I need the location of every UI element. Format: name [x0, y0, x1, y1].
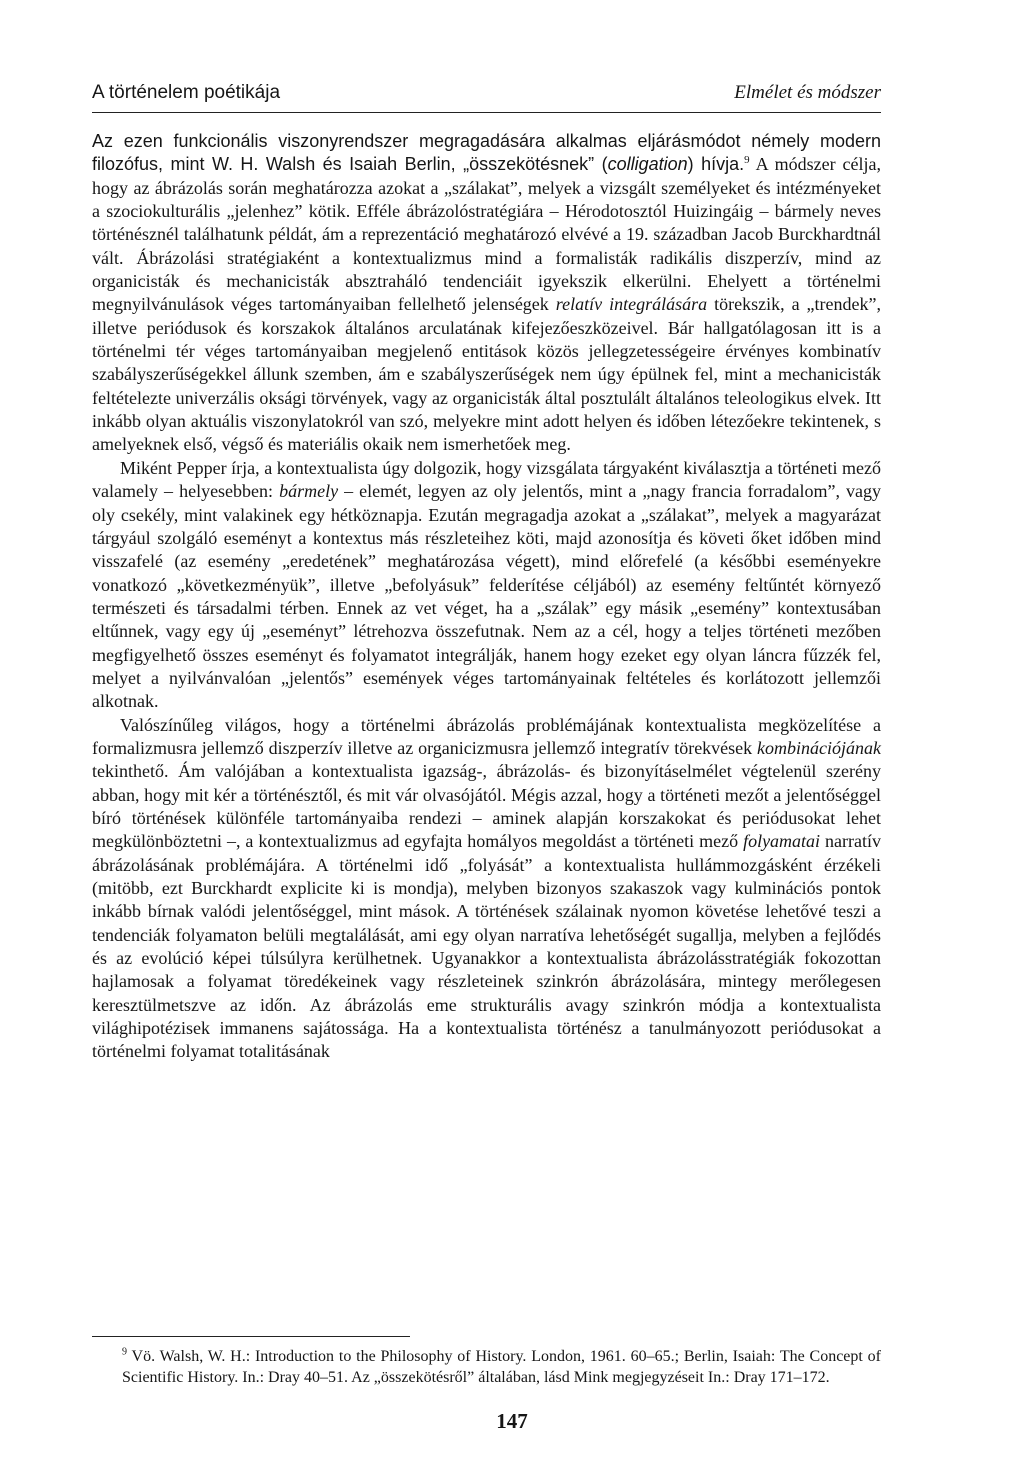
footnote-ref-9[interactable]: 9 — [744, 154, 750, 167]
term-colligation: colligation — [607, 154, 688, 175]
header-rule — [92, 112, 881, 113]
emphasis-kombinaciojanak: kombinációjának — [757, 737, 881, 758]
paragraph-1-intro: Az ezen funkcionális viszonyrendszer megragadására alkalmas eljárásmódot némely modern filozófus, mint W. H. Walsh és Isaiah Berlin, „összekötésnek” ( — [92, 131, 881, 175]
footnote-9 — [92, 1346, 881, 1388]
paragraph-3-text-b: tekinthető. Ám valójában a kontextualista igazság-, ábrázolás- és bizonyításelmélet végtelenül szerény abban, hogy mit kér a történésztől, és mit vár olvasójától. Mégis azzal, hogy a történeti mezőt a jelentőséggel bíró történések különféle tartományaiba rendezi – aminek alapján korszakokat és periódusokat lehet megkülönböztetni –, a kontextualizmus ad egyfajta homályos megoldást a történeti mező — [92, 761, 881, 852]
emphasis-barmely: bármely — [279, 481, 339, 502]
emphasis-folyamatai: folyamatai — [743, 831, 821, 852]
paragraph-1 — [92, 130, 881, 457]
paragraph-2-text-b: – elemét, legyen az oly jelentős, mint a „nagy francia forradalom”, vagy oly csekély, mint valakinek egy hétköznapja. Ezután megragadja azokat a „szálakat”, melyek a magyarázat tárgyául szolgáló eseményt a kontextus más részleteihez köti, majd azonosítja és követi őket időben mind visszafelé (az esemény „eredetének” meghatározása végett), mind előrefelé (a későbbi eseményekre vonatkozó „következményük”, illetve „befolyásuk” felderítése céljából) az esemény feltűntét környező természeti és társadalmi térben. Ennek az vet véget, ha a „szálak” egy másik „esemény” kontextusában eltűnnek, vagy egy új „eseményt” létrehozva összefutnak. Nem az a cél, hogy a teljes történeti mezőben megfigyelhető összes eseményt és folyamatot integrálják, hanem hogy ezeket egy olyan láncra fűzzék fel, melyet a nyilvánvalóan „jelentős” események véges tartományainak feltételes és korlátozott jellemzői alkotnak. — [92, 481, 881, 712]
page-number: 147 — [496, 1409, 528, 1433]
paragraph-3-text-c: narratív ábrázolásának problémájára. A történelmi idő „folyását” a kontextualista hullámmozgásként érzékeli (mitöbb, ezt Burckhardt explicite ki is mondja), melyben bizonyos szakaszok vagy kulminációs pontok inkább bírnak valódi jelentőséggel, mint mások. A történések szálainak nyomon követése lehetővé teszi a tendenciák folyamaton belüli megtalálását, ami egy olyan narratíva lehetőségét sugallja, melyben a fejlődés és az evolúció képei túlsúlyra kerülhetnek. Ugyanakkor a kontextualista ábrázolásstratégiák fokozottan hajlamosak a folyamat töredékeinek vagy részleteinek szinkrón ábrázolására, mintegy merőlegesen keresztülmetszve az időn. Az ábrázolás eme strukturális avagy szinkrón módja a kontextualista világhipotézisek immanens sajátossága. Ha a kontextualista történész a tanulmányozott periódusokat a történelmi folyamat totalitásának — [92, 831, 882, 1062]
footnote-mark: 9 — [122, 1346, 127, 1358]
paragraph-2 — [92, 457, 881, 714]
footnote-body: Vö. Walsh, W. H.: Introduction to the Philosophy of History. London, 1961. 60–65.; Berlin, Isaiah: The Concept of Scientific History. In.: Dray 40–51. Az „összekötésről” általában, lásd Mink megjegyzéseit In.: Dray 171–172. — [122, 1348, 881, 1386]
running-head — [92, 82, 881, 104]
emphasis-relativ-integralasara: relatív integrálására — [555, 294, 708, 315]
paragraph-1-text-a: A módszer célja, hogy az ábrázolás során meghatározza azokat a „szálakat”, melyek a vizsgált személyeket és intézményeket a szociokulturális „jelenhez” kötik. Efféle ábrázolóstratégiára – Hérodotosztól Huizingáig – bármely neves történésznél találhatunk példát, ám a reprezentáció meghatározó elvévé a 19. században Jacob Burckhardtnál vált. Ábrázolási stratégiaként a kontextualizmus mind a formalisták radikális diszperzív, mind az organicisták és mechanicisták absztraháló tendenciáit igyekszik elkerülni. Ehelyett a történelmi megnyilvánulások véges tartományaiban fellelhető jelenségek — [92, 154, 881, 315]
running-head-section: Elmélet és módszer — [734, 82, 881, 103]
running-head-title: A történelem poétikája — [92, 82, 281, 103]
footnote-text — [92, 1346, 881, 1388]
paragraph-2-text-a: Miként Pepper írja, a kontextualista úgy dolgozik, hogy vizsgálata tárgyaként kiválasztja a történeti mező valamely – helyesebben: — [92, 457, 881, 502]
paragraph-1-intro-end: ) hívja. — [687, 154, 745, 175]
paragraph-1-text-b: törekszik, a „trendek”, illetve periódusok és korszakok általános arculatának kifejezőeszközeivel. Bár hallgatólagosan itt is a történelmi tér véges tartományaiban megjelenő entitások közös jellegzetességeire érvényes kombinatív szabályszerűségekkel állunk szemben, ám e szabályszerűségek nem úgy épülnek fel, mint a mechanicisták feltételezte univerzális oksági törvények, vagy az organicisták által posztulált általános teleologikus elvek. Itt inkább olyan aktuális viszonylatokról van szó, melyekre mint adott helyen és időben létezőekre tekintenek, s amelyeknek első, végső és materiális okaik nem ismerhetőek meg. — [92, 294, 882, 455]
paragraph-3 — [92, 714, 881, 1064]
footnote-rule — [92, 1336, 410, 1337]
paragraph-3-text-a: Valószínűleg világos, hogy a történelmi ábrázolás problémájának kontextualista megközelítése a formalizmusra jellemző diszperzív illetve az organicizmusra jellemző integratív törekvések — [92, 714, 881, 758]
body-text — [92, 130, 881, 1064]
